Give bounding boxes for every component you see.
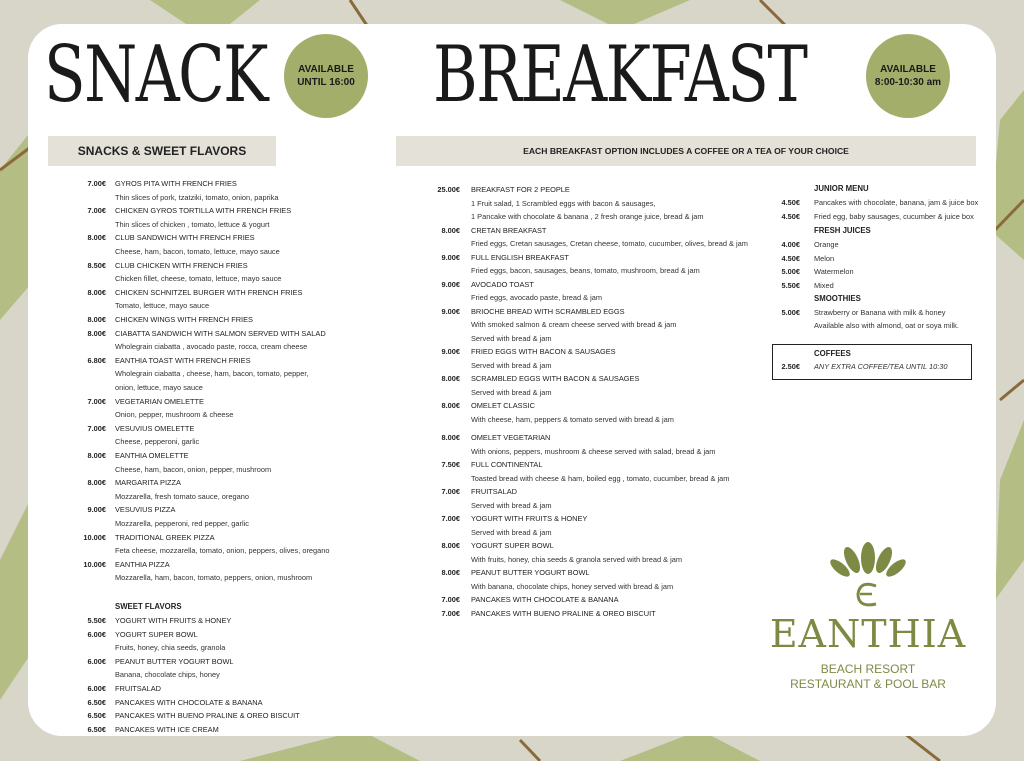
breakfast-title: BREAKFAST (433, 30, 807, 120)
snack-availability-badge (284, 34, 368, 118)
item-description: Served with bread & jam (471, 333, 552, 343)
breakfast-badge-line1: AVAILABLE (880, 64, 936, 75)
item-description: Wholegrain ciabatta , avocado paste, rocca, cream cheese (115, 342, 308, 352)
item-price: 6.50€ (87, 724, 106, 734)
item-price: 25.00€ (437, 185, 460, 194)
item-name: FRUITSALAD (115, 684, 161, 693)
item-description: Fried eggs, Cretan sausages, Cretan cheese, tomato, cucumber, olives, bread & jam (471, 239, 748, 248)
item-description: Fried egg, baby sausages, cucumber & juice box (814, 211, 974, 221)
fresh-juices-heading: FRESH JUICES (814, 226, 871, 235)
item-name: EANTHIA OMELETTE (115, 451, 189, 460)
item-name: YOGURT SUPER BOWL (115, 629, 198, 639)
menu-card (28, 24, 996, 736)
item-description: Wholegrain ciabatta , cheese, ham, bacon, tomato, pepper, (115, 369, 309, 379)
item-price: 7.00€ (87, 396, 106, 406)
item-price: 9.00€ (441, 306, 460, 316)
item-price: 6.50€ (87, 697, 106, 707)
item-name: MARGARITA PIZZA (115, 478, 181, 488)
item-price: 4.50€ (781, 198, 800, 207)
item-name: CLUB SANDWICH WITH FRENCH FRIES (115, 233, 255, 243)
snack-badge-line1: AVAILABLE (298, 64, 354, 75)
coffee-text: ANY EXTRA COFFEE/TEA UNTIL 10:30 (814, 362, 948, 371)
item-price: 6.00€ (87, 656, 106, 666)
coffees-heading: COFFEES (814, 349, 851, 358)
item-description: onion, lettuce, mayo sauce (115, 383, 203, 392)
item-name: CIABATTA SANDWICH WITH SALMON SERVED WITH SALAD (115, 328, 326, 338)
item-price: 8.00€ (441, 541, 460, 550)
snack-title: SNACK (44, 30, 268, 120)
item-name: PANCAKES WITH CHOCOLATE & BANANA (471, 595, 619, 604)
item-description: Orange (814, 240, 839, 249)
item-price: 7.00€ (441, 595, 460, 604)
item-price: 8.00€ (441, 433, 460, 442)
item-description: Cheese, ham, bacon, onion, pepper, mushroom (115, 464, 272, 474)
item-description: 1 Pancake with chocolate & banana , 2 fresh orange juice, bread & jam (471, 212, 704, 221)
item-description: With onions, peppers, mushroom & cheese served with salad, bread & jam (471, 446, 716, 456)
item-price: 5.50€ (87, 616, 106, 625)
item-price: 8.00€ (441, 225, 460, 235)
item-name: FRUITSALAD (471, 487, 517, 496)
item-description: Mozzarella, fresh tomato sauce, oregano (115, 491, 249, 501)
item-price: 4.50€ (781, 253, 800, 263)
smoothie-price: 5.00€ (781, 308, 800, 317)
brand-line1: BEACH RESORT (820, 662, 916, 676)
brand-name: EANTHIA (769, 612, 967, 656)
item-price: 6.00€ (87, 629, 106, 639)
item-description: Fruits, honey, chia seeds, granola (115, 643, 226, 653)
item-name: CHICKEN SCHNITZEL BURGER WITH FRENCH FRIES (115, 287, 303, 297)
item-price: 5.00€ (781, 267, 800, 277)
snack-badge-line2: UNTIL 16:00 (297, 77, 355, 88)
item-price: 8.00€ (441, 374, 460, 383)
breakfast-badge-line2: 8:00-10:30 am (874, 77, 942, 88)
item-name: VEGETARIAN OMELETTE (115, 396, 204, 406)
item-price: 8.50€ (87, 260, 106, 270)
item-name: EANTHIA PIZZA (115, 559, 170, 569)
item-price: 5.50€ (781, 280, 800, 290)
item-description: Watermelon (814, 267, 854, 277)
item-name: PANCAKES WITH BUENO PRALINE & OREO BISCUIT (471, 608, 656, 618)
item-price: 7.00€ (441, 514, 460, 523)
item-name: YOGURT WITH FRUITS & HONEY (115, 616, 232, 625)
item-price: 8.00€ (87, 478, 106, 488)
item-price: 9.00€ (87, 505, 106, 515)
item-price: 8.00€ (87, 233, 106, 243)
item-price: 10.00€ (83, 532, 106, 542)
breakfast-section-band: EACH BREAKFAST OPTION INCLUDES A COFFEE OR A TEA OF YOUR CHOICE (396, 136, 976, 166)
item-description: Served with bread & jam (471, 500, 552, 510)
item-name: PANCAKES WITH ICE CREAM (115, 724, 219, 734)
coffee-price: 2.50€ (781, 362, 800, 371)
item-price: 10.00€ (83, 559, 106, 569)
item-price: 8.00€ (87, 328, 106, 338)
item-price: 8.00€ (87, 451, 106, 460)
item-description: Melon (814, 253, 835, 263)
item-description: Mozzarella, pepperoni, red pepper, garlic (115, 519, 249, 528)
eanthia-logo (768, 534, 968, 704)
item-price: 4.00€ (781, 240, 800, 249)
item-name: CHICKEN WINGS WITH FRENCH FRIES (115, 315, 253, 324)
item-description: With banana, chocolate chips, honey served with bread & jam (471, 581, 674, 591)
item-description: With smoked salmon & cream cheese served with bread & jam (471, 320, 677, 329)
item-price: 8.00€ (87, 287, 106, 297)
item-description: Cheese, pepperoni, garlic (115, 437, 200, 447)
item-price: 9.00€ (441, 252, 460, 262)
item-description: Served with bread & jam (471, 527, 552, 537)
item-description: Banana, chocolate chips, honey (115, 670, 220, 680)
item-price: 7.00€ (441, 487, 460, 496)
item-price: 7.00€ (87, 206, 106, 216)
item-name: PEANUT BUTTER YOGURT BOWL (471, 568, 590, 577)
item-name: AVOCADO TOAST (471, 279, 534, 289)
item-description: Thin slices of chicken , tomato, lettuce & yogurt (115, 219, 270, 229)
item-description: With fruits, honey, chia seeds & granola served with bread & jam (471, 554, 683, 564)
item-price: 6.80€ (87, 355, 106, 365)
item-name: OMELET CLASSIC (471, 401, 535, 410)
item-name: FULL ENGLISH BREAKFAST (471, 252, 569, 262)
item-description: Pancakes with chocolate, banana, jam & juice box (814, 198, 979, 207)
item-price: 7.00€ (87, 423, 106, 433)
item-name: CRETAN BREAKFAST (471, 225, 547, 235)
item-description: Thin slices of pork, tzatziki, tomato, onion, paprika (115, 192, 279, 202)
item-price: 8.00€ (441, 568, 460, 577)
item-name: PANCAKES WITH CHOCOLATE & BANANA (115, 697, 263, 707)
item-price: 8.00€ (441, 401, 460, 410)
item-name: PEANUT BUTTER YOGURT BOWL (115, 656, 234, 666)
item-description: Toasted bread with cheese & ham, boiled egg , tomato, cucumber, bread & jam (471, 473, 730, 483)
item-description: Fried eggs, bacon, sausages, beans, tomato, mushroom, bread & jam (471, 266, 700, 275)
item-price: 7.00€ (441, 608, 460, 618)
item-price: 7.00€ (87, 179, 106, 188)
item-price: 8.00€ (87, 315, 106, 324)
item-description: With cheese, ham, peppers & tomato served with bread & jam (471, 414, 674, 424)
item-price: 6.00€ (87, 684, 106, 693)
item-name: PANCAKES WITH BUENO PRALINE & OREO BISCUIT (115, 711, 300, 721)
item-description: Tomato, lettuce, mayo sauce (115, 301, 210, 311)
item-description: Mixed (814, 280, 834, 290)
item-price: 6.50€ (87, 711, 106, 721)
item-name: FRIED EGGS WITH BACON & SAUSAGES (471, 347, 616, 356)
item-description: Chicken fillet, cheese, tomato, lettuce, mayo sauce (115, 274, 282, 284)
item-description: Served with bread & jam (471, 387, 552, 397)
smoothies-heading: SMOOTHIES (814, 294, 861, 303)
item-description: Onion, pepper, mushroom & cheese (115, 410, 234, 420)
item-name: TRADITIONAL GREEK PIZZA (115, 532, 215, 542)
item-name: FULL CONTINENTAL (471, 460, 543, 469)
item-description: Cheese, ham, bacon, tomato, lettuce, mayo sauce (115, 247, 280, 256)
junior-menu-heading: JUNIOR MENU (814, 184, 869, 193)
item-description: Fried eggs, avocado paste, bread & jam (471, 293, 603, 302)
smoothie-line2: Available also with almond, oat or soya milk. (814, 321, 959, 330)
item-name: CLUB CHICKEN WITH FRENCH FRIES (115, 260, 248, 270)
item-name: VESUVIUS OMELETTE (115, 423, 195, 433)
item-name: VESUVIUS PIZZA (115, 505, 176, 515)
item-name: BREAKFAST FOR 2 PEOPLE (471, 185, 570, 194)
item-name: CHICKEN GYROS TORTILLA WITH FRENCH FRIES (115, 206, 292, 216)
flower-logo-icon (768, 534, 968, 614)
sweet-flavors-heading: SWEET FLAVORS (115, 602, 182, 611)
item-price: 4.50€ (781, 211, 800, 221)
item-name: SCRAMBLED EGGS WITH BACON & SAUSAGES (471, 374, 640, 383)
item-name: YOGURT SUPER BOWL (471, 541, 554, 550)
item-name: GYROS PITA WITH FRENCH FRIES (115, 179, 237, 188)
item-price: 9.00€ (441, 279, 460, 289)
item-name: EANTHIA TOAST WITH FRENCH FRIES (115, 355, 251, 365)
item-description: Mozzarella, ham, bacon, tomato, peppers, onion, mushroom (115, 573, 313, 583)
item-price: 9.00€ (441, 347, 460, 356)
snack-section-band: SNACKS & SWEET FLAVORS (48, 136, 276, 166)
item-price: 7.50€ (441, 460, 460, 469)
item-name: YOGURT WITH FRUITS & HONEY (471, 514, 588, 523)
item-description: Feta cheese, mozzarella, tomato, onion, peppers, olives, oregano (115, 546, 330, 556)
item-name: OMELET VEGETARIAN (471, 433, 551, 442)
item-description: Served with bread & jam (471, 360, 552, 370)
item-name: BRIOCHE BREAD WITH SCRAMBLED EGGS (471, 306, 625, 316)
item-description: 1 Fruit salad, 1 Scrambled eggs with bacon & sausages, (471, 198, 656, 208)
brand-line2: RESTAURANT & POOL BAR (790, 677, 946, 691)
smoothie-line1: Strawberry or Banana with milk & honey (814, 308, 946, 317)
breakfast-availability-badge (866, 34, 950, 118)
